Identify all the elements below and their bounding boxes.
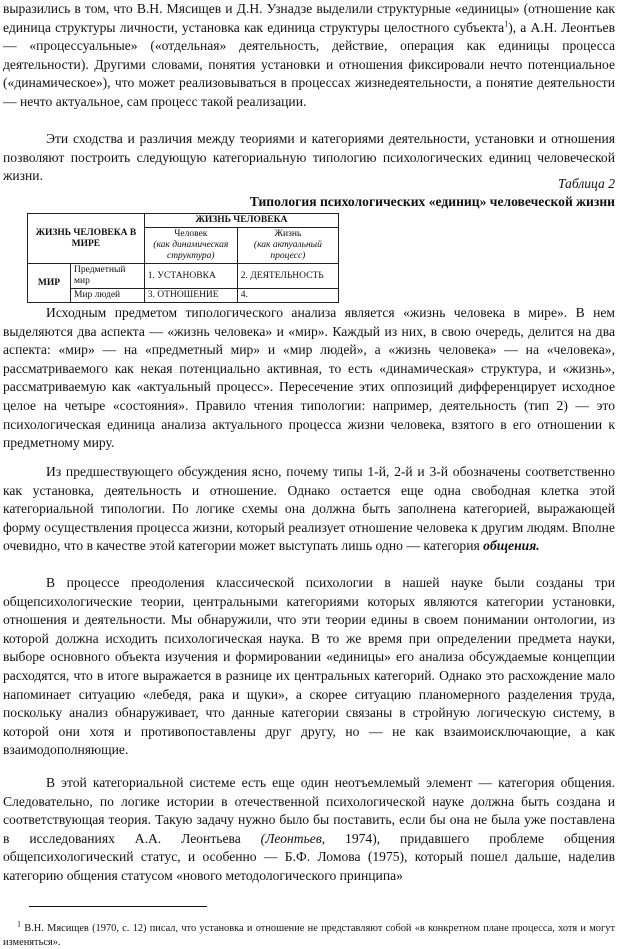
paragraph-6-text-b: 1974), придавшего проблеме общения общепсихологический статус, и особенно — Б.Ф. Ломова (1975), который пошел дальше, наделив категорию общения статусом «нового методологического принципа» [3, 830, 615, 883]
table-row2-label: Мир людей [71, 289, 145, 303]
table-cell-3: 3. ОТНОШЕНИЕ [144, 289, 237, 303]
table-caption: Таблица 2 [557, 176, 615, 191]
paragraph-3: Исходным предметом типологического анализа является «жизнь человека в мире». В нем выделяются два аспекта — «жизнь человека» и «мир». Каждый из них, в свою очередь, делится на два аспекта: «мир» — на «предметный мир» и «мир людей», а «жизнь человека» — на «человека», рассматриваемого как некая потенциально активная, то есть «динамическая» структура, и «жизнь», рассматриваемую как «актуальный процесс». Пересечение этих оппозиций дифференцирует исходное целое на четыре «состояния». Правило чтения типологии: например, деятельность (тип 2) — это психологическая единица анализа актуального процесса жизни человека, взятого в его отношении к предметному миру. [3, 305, 615, 451]
table-col1-sub: (как динамическая структура) [153, 240, 229, 261]
typology-table [27, 213, 339, 303]
paragraph-5: В процессе преодоления классической психологии в нашей науке были созданы три общепсихологические теории, центральными категориями которых являются категории установки, отношения и деятельности. Мы обнаружили, что эти теории едины в своем понимании онтологии, из которой должна исходить психологическая наука. В то же время при определении предмета науки, выборе основного объекта изучения и формировании «единицы» его анализа обсуждаемые концепции расходятся, что в итоге выражается в разнице их центральных категорий. Однако это расхождение мало напоминает ситуацию «лебедя, рака и щуки», а скорее ситуацию планомерного разделения труда, поскольку анализ обнаруживает, что данные категории связаны в стройную логическую систему, в которой они хотя и противопоставлены друг другу, но — не как взаимоисключающие, а как взаимодополняющие. [3, 575, 615, 758]
paragraph-4-text: Из предшествующего обсуждения ясно, почему типы 1-й, 2-й и 3-й обозначены соответственно как установка, деятельность и отношение. Однако остается еще одна свободная клетка этой категориальной типологии. По логике схемы она должна быть заполнена категорией, выражающей форму осуществления процесса жизни, который реализует отношение человека к другим людям. Вполне очевидно, что в качестве этой категории может выступать лишь одно — категория [3, 464, 615, 554]
footnote [3, 919, 615, 949]
paragraph-1-text-a: выразились в том, что В.Н. Мясищев и Д.Н. Узнадзе выделили структурные «единицы» (отношение как единица структуры личности, установка как единица структуры целостного субъекта [3, 1, 615, 35]
table-row-group: МИР [28, 264, 71, 303]
table-cell-1: 1. УСТАНОВКА [144, 264, 237, 289]
table-cell-4: 4. [237, 289, 338, 303]
paragraph-1 [3, 0, 615, 112]
table-row1-label: Предметный мир [71, 264, 145, 289]
table-corner-header: ЖИЗНЬ ЧЕЛОВЕКА В МИРЕ [28, 214, 145, 264]
table-col2-header [237, 228, 338, 264]
footnote-divider [29, 906, 207, 907]
footnote-ref[interactable]: 1 [504, 19, 509, 29]
footnote-mark: 1 [17, 919, 21, 929]
paragraph-6 [3, 774, 615, 886]
paragraph-1-text-b: ), а А.Н. Леонтьев — «процессуальные» («отдельная» деятельность, действие, операция как единицы процесса деятельности). Другими словами, понятия установки и отношения фиксировали нечто потенциальное («динамическое»), что может реализовываться в процессах жизнедеятельности, а понятие деятельности — нечто актуальное, сам процесс такой реализации. [3, 19, 615, 109]
table-col1-header [144, 228, 237, 264]
paragraph-4 [3, 463, 615, 556]
table-title: Типология психологических «единиц» человеческой жизни [249, 194, 615, 209]
footnote-text: В.Н. Мясищев (1970, с. 12) писал, что установка и отношение не представляют собой «в конкретном плане процесса, хотя и могут изменяться». [3, 923, 615, 948]
citation: (Леонтьев, [260, 830, 326, 846]
table-col1-title: Человек [174, 229, 208, 239]
paragraph-2: Эти сходства и различия между теориями и категориями деятельности, установки и отношения позволяют построить следующую категориальную типологию психологических единиц человеческой жизни. [3, 131, 615, 184]
table-cell-2: 2. ДЕЯТЕЛЬНОСТЬ [237, 264, 338, 289]
table-group-header: ЖИЗНЬ ЧЕЛОВЕКА [144, 214, 338, 228]
paragraph-6-text-a: В этой категориальной системе есть еще один неотъемлемый элемент — категория общения. Следовательно, по логике истории в отечественной психологической науке должна быть создана и соответствующая теория. Такую задачу нужно было бы поставить, если бы она не была уже поставлена в исследованиях А.А. Леонтьева [3, 775, 615, 846]
table-col2-title: Жизнь [274, 229, 302, 239]
paragraph-4-emphasis: общения. [483, 538, 540, 554]
table-col2-sub: (как актуальный процесс) [253, 240, 322, 261]
